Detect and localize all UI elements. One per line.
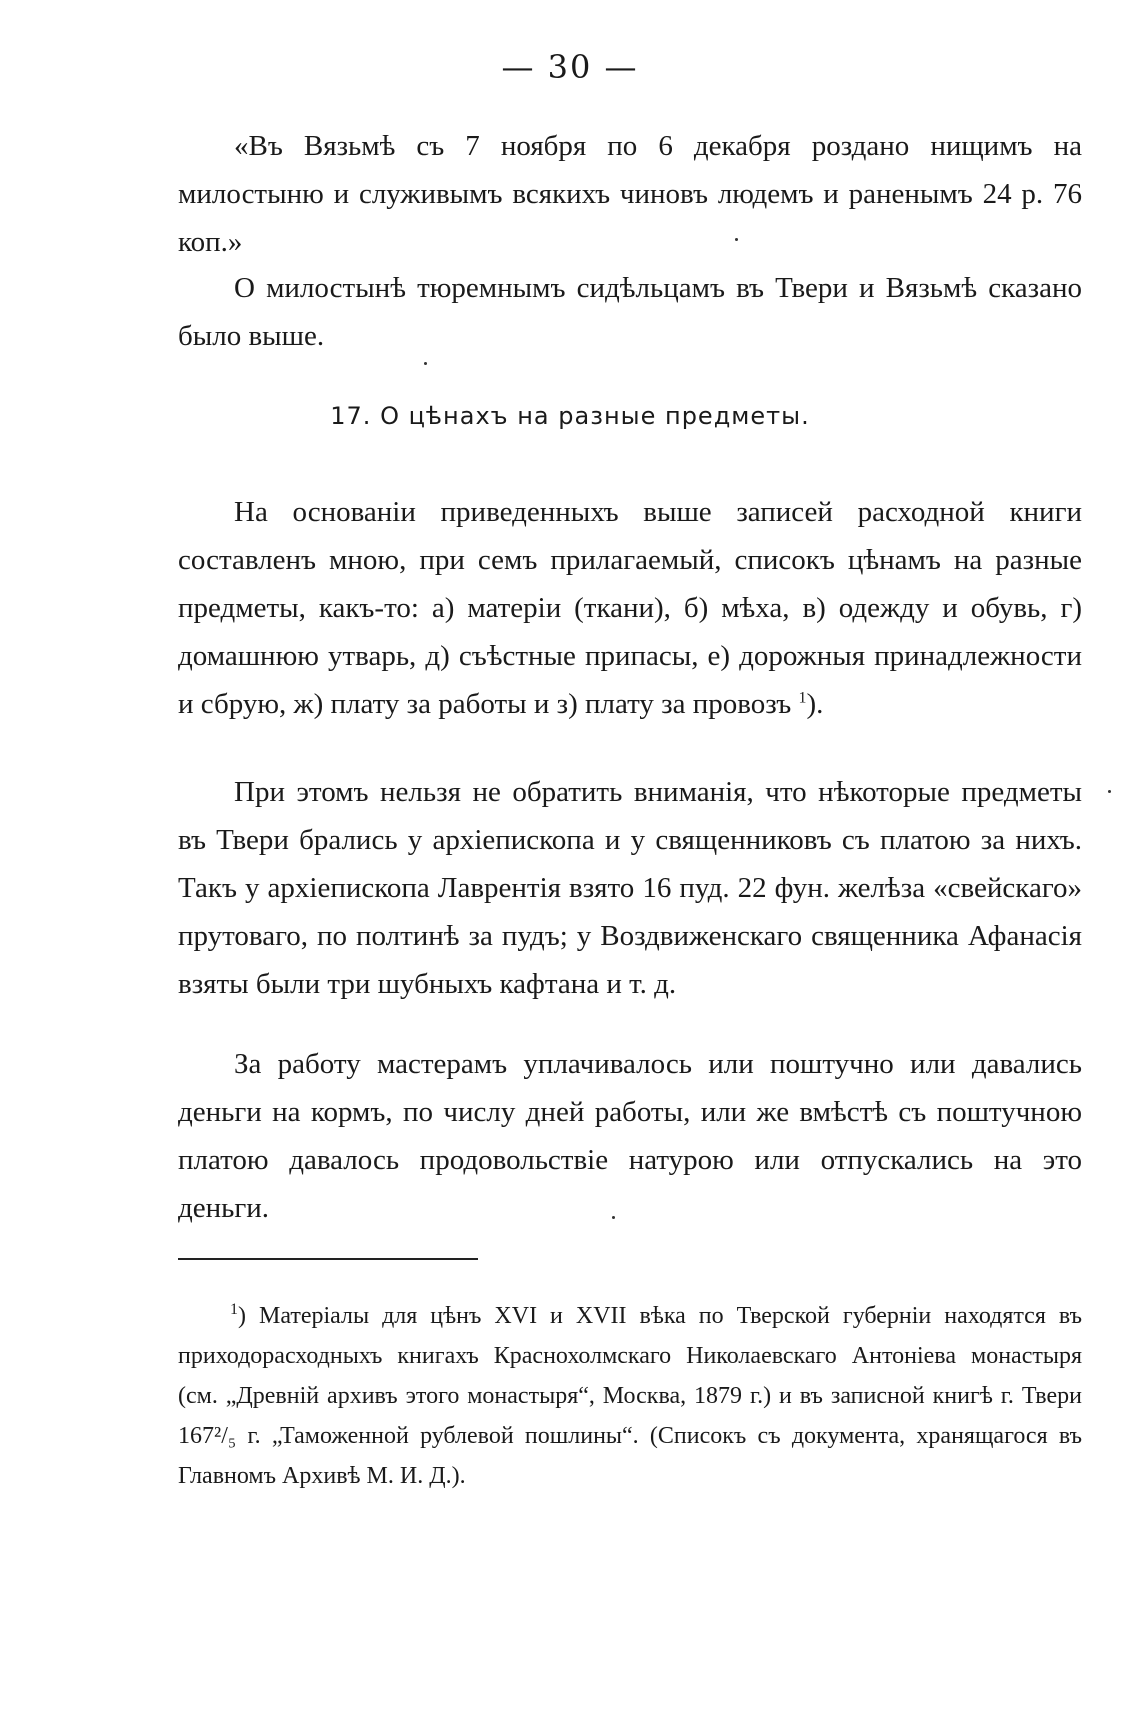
print-speck [424,362,427,365]
footnote-fraction: ²/₅ [214,1423,237,1449]
paragraph-text: При этомъ нельзя не обратить вниманія, что нѣкоторые предметы въ Твери брались у архіепископа и у священниковъ съ платою за нихъ. Такъ у архіепископа Лаврентія взято 16 пуд. 22 фун. желѣза «свейскаго» прутоваго, по полтинѣ за пудъ; у Воздвиженскаго священника Афанасія взяты были три шубныхъ кафтана и т. д. [178,776,1082,1000]
footnote-text [178,1296,1082,1496]
paragraph-text-main: На основаніи приведенныхъ выше записей расходной книги составленъ мною, при семъ прилагаемый, списокъ цѣнамъ на разные предметы, какъ-то: а) матеріи (ткани), б) мѣха, в) одежду и обувь, г) домашнюю утварь, д) съѣстные припасы, е) дорожныя принадлежности и сбрую, ж) плату за работы и з) плату за провозъ [178,496,1082,720]
paragraph-text: За работу мастерамъ уплачивалось или поштучно или давались деньги на кормъ, по числу дней работы, или же вмѣстѣ съ поштучною платою давалось продовольствіе натурою или отпускались на это деньги. [178,1048,1082,1224]
footnote-reference: 1 [798,689,807,707]
section-heading: 17. О цѣнахъ на разные предметы. [330,402,810,430]
paragraph-text [178,488,1082,728]
paragraph-price-list [178,488,1082,728]
footnote [178,1296,1082,1496]
footnote-text-main: ) Матеріалы для цѣнъ XVI и XVII вѣка по Тверской губерніи находятся въ приходорасходныхъ книгахъ Краснохолмскаго Николаевскаго Антоніева монастыря (см. „Древній архивъ этого монастыря“, Москва, 1879 г.) и въ записной книгѣ г. Твери 167 [178,1303,1082,1449]
paragraph-text: «Въ Вязьмѣ съ 7 ноября по 6 декабря роздано нищимъ на милостыню и служивымъ всякихъ чиновъ людемъ и раненымъ 24 р. 76 коп.» [178,130,1082,258]
paragraph-text: О милостынѣ тюремнымъ сидѣльцамъ въ Твери и Вязьмѣ сказано было выше. [178,272,1082,352]
paragraph-prison-alms [178,264,1082,360]
print-speck [1108,790,1111,793]
page-number: — 30 — [501,48,639,86]
paragraph-archbishop [178,768,1082,1008]
print-speck [612,1216,615,1219]
print-speck [735,238,738,241]
paragraph-vyazma-alms [178,122,1082,266]
footnote-text-end: г. „Таможенной рублевой пошлины“. (Списокъ съ документа, хранящагося въ Главномъ Архивѣ М. И. Д.). [178,1423,1082,1489]
paragraph-wages [178,1040,1082,1232]
footnote-mark: 1 [230,1301,238,1318]
paragraph-text-end: ). [806,688,824,720]
footnote-divider [178,1258,478,1260]
